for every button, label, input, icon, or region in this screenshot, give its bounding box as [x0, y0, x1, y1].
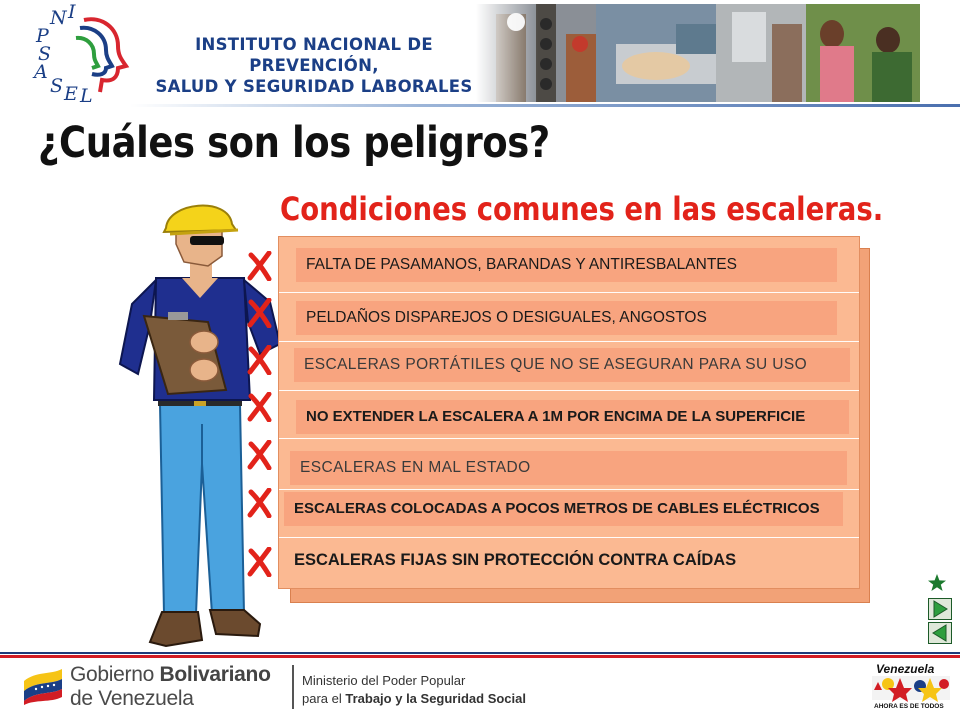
svg-text:L: L [80, 85, 93, 104]
ministry-prefix: para el [302, 691, 346, 706]
ministry-name-bold: Trabajo y la Seguridad Social [345, 691, 526, 706]
svg-text:I: I [68, 4, 76, 23]
hazard-item: ESCALERAS PORTÁTILES QUE NO SE ASEGURAN PARA SU USO [294, 348, 850, 382]
government-word: Gobierno [70, 663, 160, 686]
svg-text:S: S [38, 43, 52, 65]
svg-text:P: P [36, 25, 49, 47]
header [0, 0, 960, 108]
institute-name-line2: SALUD Y SEGURIDAD LABORALES [155, 77, 473, 96]
svg-text:A: A [34, 61, 48, 83]
x-mark-icon [247, 345, 273, 375]
next-slide-icon[interactable] [928, 598, 952, 620]
institute-name [134, 34, 494, 97]
svg-text:N: N [50, 7, 67, 29]
footer-divider [0, 652, 960, 654]
ministry-name-line1: Ministerio del Poder Popular [302, 673, 466, 688]
footer-separator [292, 665, 294, 709]
x-mark-icon [247, 488, 273, 518]
hazard-item: ESCALERAS FIJAS SIN PROTECCIÓN CONTRA CAÍDAS [294, 551, 737, 569]
x-mark-icon [247, 440, 273, 470]
institute-name-line1: INSTITUTO NACIONAL DE PREVENCIÓN, [195, 35, 433, 75]
previous-slide-icon[interactable] [928, 622, 952, 644]
government-word-bold: Bolivariano [159, 663, 271, 686]
header-divider [130, 104, 960, 107]
hazard-item: ESCALERAS COLOCADAS A POCOS METROS DE CABLES ELÉCTRICOS [284, 492, 843, 526]
panel-divider [279, 341, 859, 342]
x-mark-icon [247, 392, 273, 422]
hazard-item: PELDAÑOS DISPAREJOS O DESIGUALES, ANGOSTOS [296, 301, 837, 335]
star-icon [927, 573, 947, 593]
government-name-line2: de Venezuela [70, 687, 194, 710]
panel-divider [279, 438, 859, 439]
x-mark-icon [247, 298, 273, 328]
panel-divider [279, 489, 859, 490]
ministry-name-line2 [302, 691, 526, 706]
section-subtitle: Condiciones comunes en las escaleras. [280, 190, 884, 228]
hazard-item: FALTA DE PASAMANOS, BARANDAS Y ANTIRESBALANTES [296, 248, 837, 282]
x-mark-icon [247, 547, 273, 577]
panel-divider [279, 390, 859, 391]
venezuela-badge-slogan: AHORA ES DE TODOS [874, 703, 944, 710]
venezuela-badge-word: Venezuela [876, 662, 935, 676]
footer-divider-accent [0, 655, 960, 658]
x-mark-icon [247, 251, 273, 281]
workers-photo-collage [476, 4, 920, 102]
inpsasel-logo [22, 4, 134, 104]
svg-text:S: S [50, 75, 64, 97]
hazard-item: NO EXTENDER LA ESCALERA A 1M POR ENCIMA DE LA SUPERFICIE [296, 400, 849, 434]
page-title: ¿Cuáles son los peligros? [38, 118, 550, 168]
venezuela-flag-icon [22, 667, 64, 705]
panel-divider [279, 537, 859, 538]
hazard-item: ESCALERAS EN MAL ESTADO [290, 451, 847, 485]
panel-divider [279, 292, 859, 293]
svg-text:E: E [64, 83, 78, 104]
government-name-line1 [70, 663, 271, 687]
